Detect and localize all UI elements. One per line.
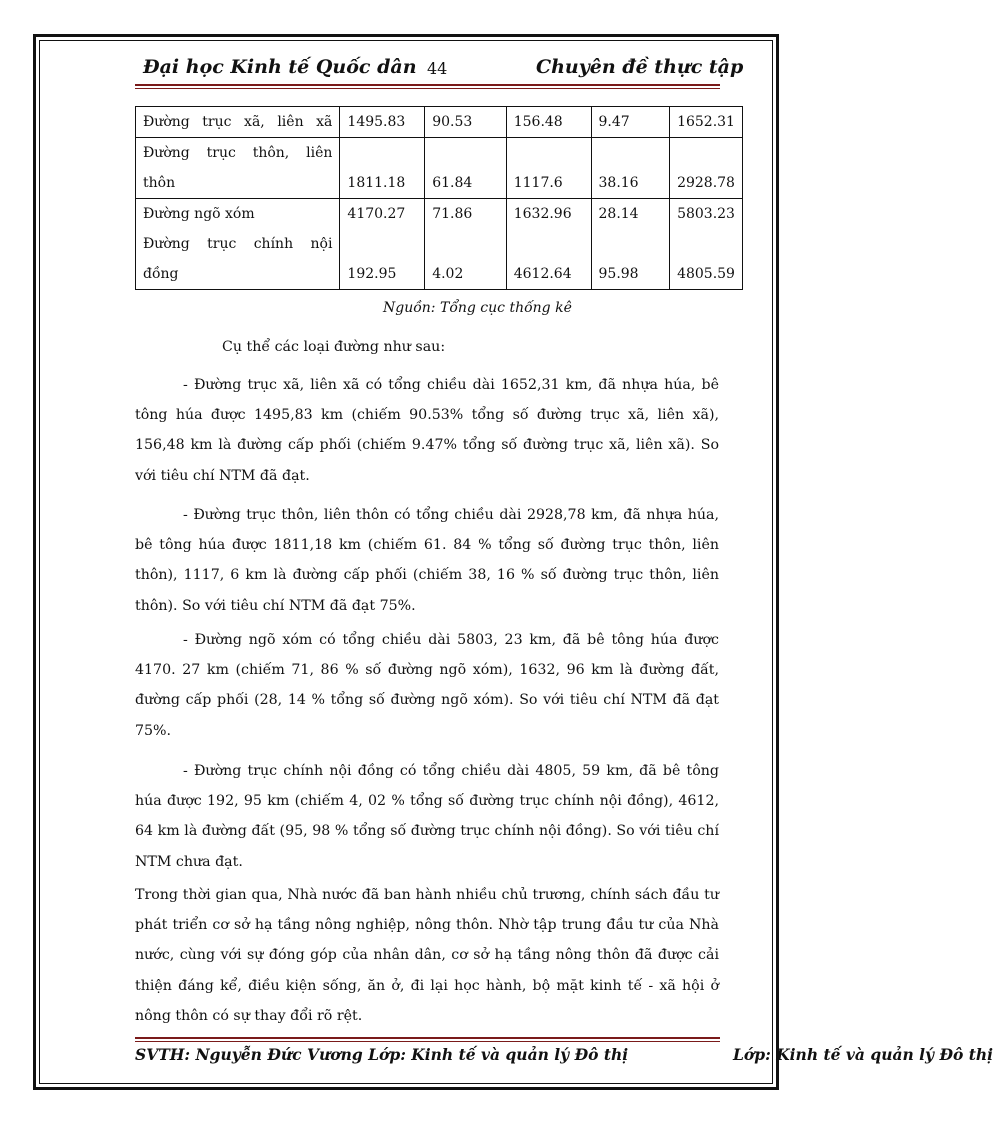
table-cell-label: Đường trục thôn, liên thôn (136, 138, 340, 199)
paragraph-2: - Đường trục thôn, liên thôn có tổng chiều dài 2928,78 km, đã nhựa húa, bê tông húa được 1811,18 km (chiếm 61. 84 % tổng số đường trục thôn, liên thôn), 1117, 6 km là đường cấp phối (chiếm 38, 16 % số đường trục thôn, liên thôn). So với tiêu chí NTM đã đạt 75%. (135, 507, 719, 614)
paragraph-4: - Đường trục chính nội đồng có tổng chiều dài 4805, 59 km, đã bê tông húa được 192, 95 km (chiếm 4, 02 % tổng số đường trục chính nội đồng), 4612, 64 km là đường đất (95, 98 % tổng số đường trục chính nội đồng). So với tiêu chí NTM chưa đạt. (135, 763, 719, 870)
header-rule-thin (135, 88, 720, 89)
table-cell: 90.53 (425, 107, 507, 138)
table-cell: 61.84 (425, 138, 507, 199)
header-title: Chuyên đề thực tập (536, 56, 744, 78)
table-cell: 1632.96 4612.64 (506, 199, 591, 290)
table-cell: 1117.6 (506, 138, 591, 199)
table-cell: 9.47 (591, 107, 670, 138)
table-cell-label: Đường ngõ xóm Đường trục chính nội đồng (136, 199, 340, 290)
footer-rule (135, 1037, 720, 1039)
table-cell: 4170.27 192.95 (340, 199, 425, 290)
footer-rule-thin (135, 1041, 720, 1042)
table-source: Nguồn: Tổng cục thống kê (383, 300, 572, 316)
table-row (136, 199, 743, 290)
intro-text: Cụ thể các loại đường như sau: (222, 339, 446, 355)
table-cell: 156.48 (506, 107, 591, 138)
table-cell: 1495.83 (340, 107, 425, 138)
table-cell: 28.14 95.98 (591, 199, 670, 290)
header-university: Đại học Kinh tế Quốc dân (143, 56, 417, 78)
paragraph-5: Trong thời gian qua, Nhà nước đã ban hành nhiều chủ trương, chính sách đầu tư phát triển cơ sở hạ tầng nông nghiệp, nông thôn. Nhờ tập trung đầu tư của Nhà nước, cùng với sự đóng góp của nhân dân, cơ sở hạ tầng nông thôn đã được cải thiện đáng kể, điều kiện sống, ăn ở, đi lại học hành, bộ mặt kinh tế - xã hội ở nông thôn có sự thay đổi rõ rệt. (135, 887, 719, 1024)
header-rule (135, 84, 720, 86)
table-row (136, 138, 743, 199)
table-cell: 1811.18 (340, 138, 425, 199)
table-cell: 71.86 4.02 (425, 199, 507, 290)
table-cell: 38.16 (591, 138, 670, 199)
page-number: 44 (427, 59, 448, 78)
table-cell: 5803.23 4805.59 (670, 199, 743, 290)
paragraph-3: - Đường ngõ xóm có tổng chiều dài 5803, 23 km, đã bê tông húa được 4170. 27 km (chiếm 71, 86 % số đường ngõ xóm), 1632, 96 km là đường đất, đường cấp phối (28, 14 % tổng số đường ngõ xóm). So với tiêu chí NTM đã đạt 75%. (135, 632, 719, 739)
table-cell-label: Đường trục xã, liên xã (136, 107, 340, 138)
table-cell: 2928.78 (670, 138, 743, 199)
footer-class: Lớp: Kinh tế và quản lý Đô thị (733, 1045, 993, 1064)
table-cell: 1652.31 (670, 107, 743, 138)
table-row (136, 107, 743, 138)
paragraph-1: - Đường trục xã, liên xã có tổng chiều dài 1652,31 km, đã nhựa húa, bê tông húa được 1495,83 km (chiếm 90.53% tổng số đường trục xã, liên xã), 156,48 km là đường cấp phối (chiếm 9.47% tổng số đường trục xã, liên xã). So với tiêu chí NTM đã đạt. (135, 377, 719, 484)
footer-student: SVTH: Nguyễn Đức Vương Lớp: Kinh tế và quản lý Đô thị (135, 1045, 629, 1064)
road-table (135, 106, 743, 290)
